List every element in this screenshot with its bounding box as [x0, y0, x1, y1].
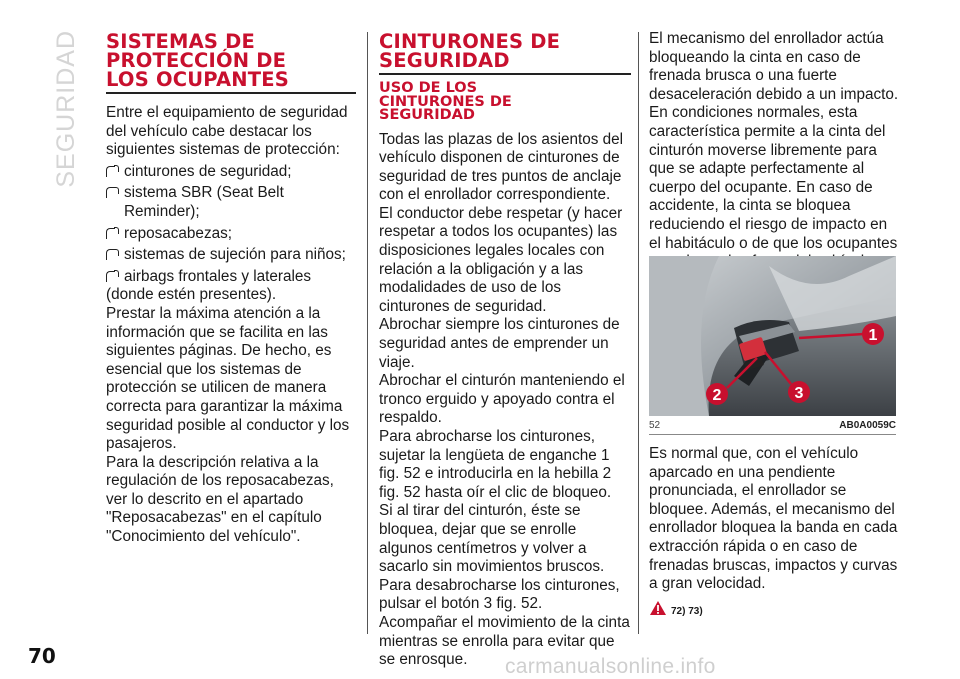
- warning-refs: 72) 73): [671, 605, 703, 617]
- checkbox-bullet-icon: [106, 249, 115, 260]
- column-3: [649, 30, 899, 272]
- figure-caption: [649, 420, 896, 431]
- heading-rule: [379, 73, 631, 75]
- column-1: [106, 32, 356, 547]
- checkbox-bullet-icon: [106, 187, 115, 198]
- callout-1: 1: [868, 327, 878, 344]
- checkbox-bullet-icon: [106, 271, 115, 282]
- checkbox-bullet-icon: [106, 166, 115, 177]
- paragraph: Si al tirar del cinturón, éste se bloquea, dejar que se enrolle algunos centímetros y volver a sacarlo sin movimientos bruscos.: [379, 502, 605, 576]
- list-item: cinturones de seguridad;: [106, 163, 356, 182]
- figure-number: 52: [649, 420, 661, 431]
- figure-code: AB0A0059C: [839, 420, 896, 431]
- callout-3: 3: [794, 385, 804, 402]
- paragraph: Acompañar el movimiento de la cinta mientras se enrolla para evitar que se enrosque.: [379, 613, 630, 669]
- column-3-lower: [649, 445, 899, 617]
- page-number: 70: [28, 644, 56, 668]
- column-2: [379, 32, 631, 670]
- subheading-uso: USO DE LOS CINTURONES DE SEGURIDAD: [379, 80, 512, 123]
- column-divider-1: [367, 32, 368, 634]
- warning-triangle-icon: [649, 600, 667, 616]
- intro-paragraph: Entre el equipamiento de seguridad del vehículo cabe destacar los siguientes sistemas de protección:: [106, 104, 348, 159]
- paragraph: El conductor debe respetar (y hacer respetar a todos los ocupantes) las disposiciones legales locales con relación a la obligación y a las modalidades de uso de los cinturones de seguridad.: [379, 204, 623, 315]
- watermark: carmanualsonline.info: [505, 655, 716, 678]
- figure-seatbelt-buckle: [649, 256, 896, 416]
- column-divider-2: [638, 32, 639, 634]
- warning-reference: [649, 600, 899, 617]
- checkbox-bullet-icon: [106, 228, 115, 239]
- list-item: sistema SBR (Seat Belt Reminder);: [106, 184, 356, 221]
- callout-2: 2: [712, 387, 722, 404]
- list-item: reposacabezas;: [106, 225, 356, 244]
- paragraph: Prestar la máxima atención a la información que se facilita en las siguientes páginas. De hecho, es esencial que los sistemas de protección se utilicen de manera correcta para garantizar la máxima seguridad posible al conductor y los pasajeros.: [106, 304, 350, 453]
- section-heading-proteccion: SISTEMAS DE PROTECCIÓN DE LOS OCUPANTES: [106, 30, 290, 91]
- heading-rule: [106, 92, 356, 94]
- paragraph: Todas las plazas de los asientos del vehículo disponen de cinturones de seguridad de tres puntos de anclaje con el enrollador correspondiente.: [379, 130, 624, 204]
- paragraph: El mecanismo del enrollador actúa bloqueando la cinta en caso de frenada brusca o una fuerte desaceleración debido a un impacto. En condiciones normales, esta característica permite a la cinta del cinturón moverse libremente para que se adapte perfectamente al cuerpo del ocupante. En caso de accidente, la cinta se bloquea reduciendo el riesgo de impacto en el habitáculo o de que los ocupantes: [649, 30, 899, 252]
- paragraph: Abrochar el cinturón manteniendo el tronco erguido y apoyado contra el respaldo.: [379, 372, 625, 427]
- paragraph: Para la descripción relativa a la regulación de los reposacabezas, ver lo descrito en el apartado "Reposacabezas" en el capítulo "Conocimiento del vehículo".: [106, 453, 334, 546]
- paragraph: Es normal que, con el vehículo aparcado en una pendiente pronunciada, el enrollador se bloquee. Además, el mecanismo del enrollador bloquea la banda en cada extracción rápida o en caso de frenadas bruscas, impactos y curvas a gran velocidad.: [649, 445, 898, 593]
- section-heading-cinturones: CINTURONES DE SEGURIDAD: [379, 30, 561, 72]
- list-item: airbags frontales y laterales (donde estén presentes).: [106, 267, 312, 304]
- figure-rule: [649, 434, 896, 435]
- paragraph: Para desabrocharse los cinturones, pulsar el botón 3 fig. 52.: [379, 576, 620, 613]
- list-item: sistemas de sujeción para niños;: [106, 246, 356, 265]
- chapter-side-label: SEGURIDAD: [52, 30, 80, 188]
- paragraph: Abrochar siempre los cinturones de seguridad antes de emprender un viaje.: [379, 316, 620, 371]
- paragraph: Para abrocharse los cinturones, sujetar la lengüeta de enganche 1 fig. 52 e introducirla en la hebilla 2 fig. 52 hasta oír el clic de bloqueo.: [379, 428, 612, 501]
